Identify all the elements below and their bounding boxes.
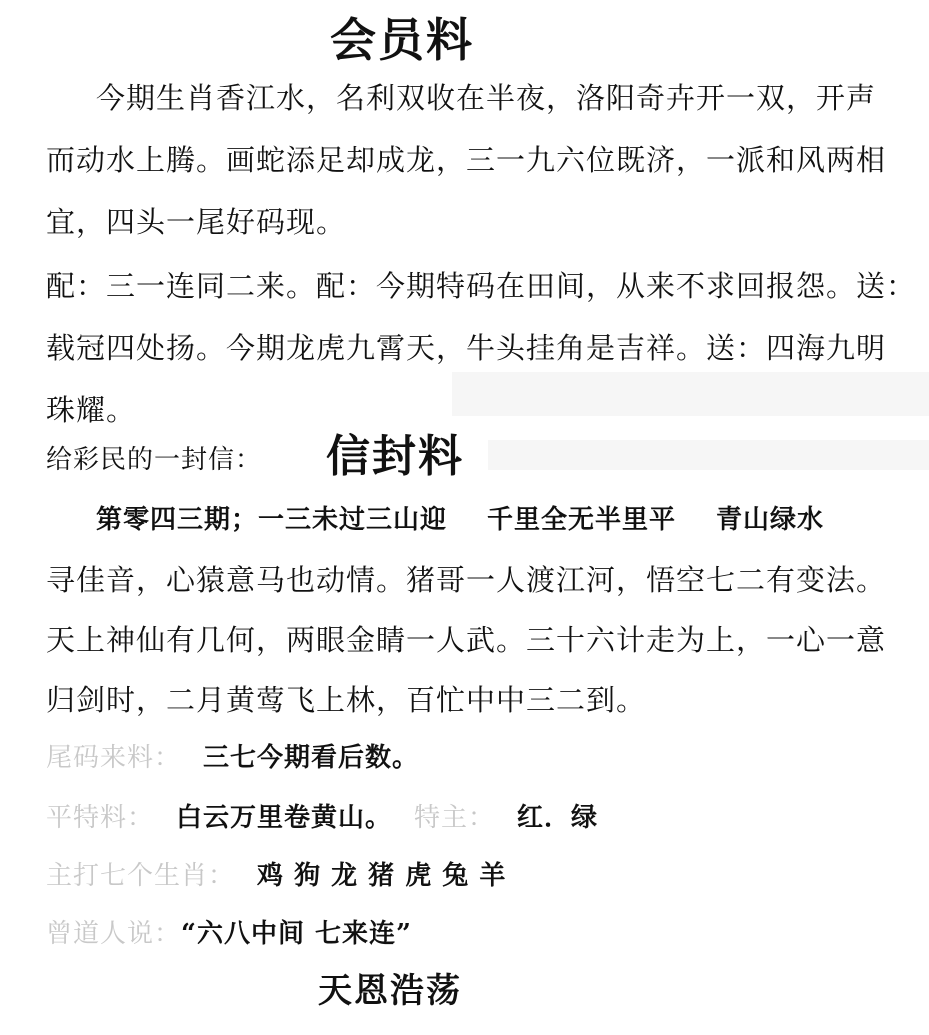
issue-part: 青山绿水 (716, 505, 825, 535)
member-line: 宜，四头一尾好码现。 (46, 205, 347, 239)
saying-label: 曾道人说： (46, 919, 182, 949)
tail-code-row (46, 738, 419, 778)
issue-part: 千里全无半里平 (487, 505, 677, 535)
scan-shade (488, 440, 929, 470)
envelope-line: 天上神仙有几何，两眼金睛一人武。三十六计走为上，一心一意 (46, 623, 887, 657)
issue-part: 第零四三期；一三未过三山迎 (96, 505, 448, 535)
saying-row (46, 914, 412, 954)
zodiac-row (46, 856, 506, 896)
zodiac-value: 鸡 狗 龙 猪 虎 兔 羊 (257, 861, 507, 891)
member-line: 今期生肖香江水，名利双收在半夜，洛阳奇卉开一双，开声 (96, 81, 877, 115)
letter-label: 给彩民的一封信： (46, 445, 263, 475)
envelope-title: 信封料 (326, 431, 464, 482)
member-line: 而动水上腾。画蛇添足却成龙，三一九六位既济，一派和风两相 (46, 143, 887, 177)
member-title: 会员料 (330, 13, 474, 67)
member-line: 配：三一连同二来。配：今期特码在田间，从来不求回报怨。送： (46, 269, 917, 303)
tail-code-label: 尾码来料： (46, 743, 182, 773)
special-value: 白云万里卷黄山。 (176, 803, 393, 833)
special-color-value: 红．绿 (517, 803, 599, 833)
member-line: 珠耀。 (46, 393, 137, 427)
saying-value: “六八中间 七来连” (181, 919, 412, 949)
tail-code-value: 三七今期看后数。 (203, 743, 420, 773)
issue-line (96, 500, 824, 540)
special-row (46, 798, 598, 838)
member-line: 载冠四处扬。今期龙虎九霄天，牛头挂角是吉祥。送：四海九明 (46, 331, 887, 365)
special-label: 平特料： (46, 803, 155, 833)
special-color-label: 特主： (414, 803, 496, 833)
footer-title: 天恩浩荡 (318, 971, 462, 1011)
envelope-line: 归剑时，二月黄莺飞上林，百忙中中三二到。 (46, 683, 647, 717)
zodiac-label: 主打七个生肖： (46, 861, 236, 891)
scan-shade (452, 372, 929, 416)
envelope-line: 寻佳音，心猿意马也动情。猪哥一人渡江河，悟空七二有变法。 (46, 563, 887, 597)
